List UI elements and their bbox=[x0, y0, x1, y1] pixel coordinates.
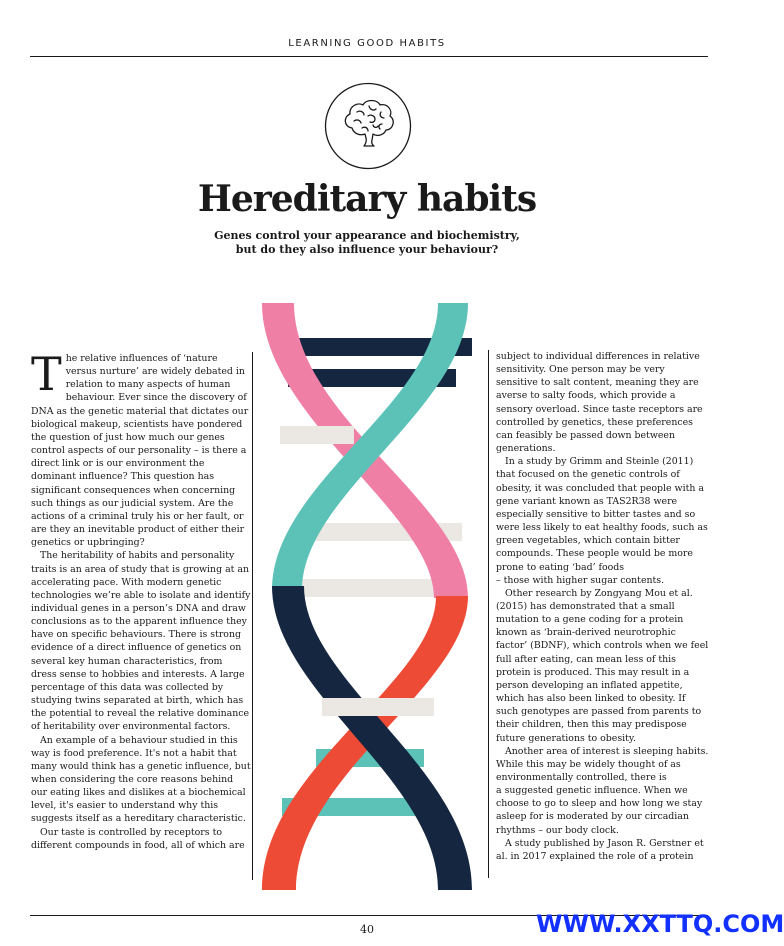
dna-helix-illustration bbox=[258, 298, 480, 890]
watermark-link[interactable]: WWW.XXTTQ.COM bbox=[536, 910, 784, 938]
dna-rung bbox=[280, 426, 354, 444]
page-number: 40 bbox=[360, 923, 374, 936]
body-column-left bbox=[31, 347, 251, 852]
body-paragraph bbox=[31, 347, 251, 549]
dna-rung bbox=[322, 698, 434, 716]
brain-icon bbox=[324, 82, 412, 170]
body-paragraph: subject to individual differences in relative sensitivity. One person may be very sensitive to salt content, meaning they are averse to salty foods, which provide a sensory overload. Since taste receptors are controlled by genetics, these preferences can feasibly be passed down between generations. bbox=[496, 351, 703, 455]
running-head: LEARNING GOOD HABITS bbox=[288, 38, 446, 49]
body-paragraph: A study published by Jason R. Gerstner et al. in 2017 explained the role of a protein bbox=[496, 837, 704, 862]
body-paragraph: The heritability of habits and personality traits is an area of study that is growing at an accelerating pace. With modern genetic technologies we’re able to isolate and identify individual genes in a person’s DNA and draw conclusions as to the apparent influence they have on specific behaviours. There is strong evidence of a direct influence of genetics on several key human characteristics, from dress sense to hobbies and interests. A large percentage of this data was collected by studying twins separated at birth, which has the potential to reveal the relative dominance of heritability over environmental factors. bbox=[31, 550, 251, 733]
standfirst bbox=[0, 229, 734, 257]
body-column-right bbox=[496, 350, 709, 863]
right-column-rule bbox=[488, 350, 489, 878]
body-paragraph: Other research by Zongyang Mou et al. (2015) has demonstrated that a small mutation to a gene coding for a protein known as ‘brain-derived neurotrophic factor’ (BDNF), which controls when we feel full after eating, can mean less of this protein is produced. This may result in a person developing an inflated appetite, which has also been linked to obesity. If such genotypes are passed from parents to their children, then this may predispose future generations to obesity. bbox=[496, 587, 709, 744]
article-title: Hereditary habits bbox=[197, 178, 537, 220]
body-paragraph: Our taste is controlled by receptors to different compounds in food, all of which are bbox=[31, 826, 245, 851]
left-column-rule bbox=[252, 352, 253, 880]
body-paragraph: – those with higher sugar contents. bbox=[496, 574, 665, 586]
body-paragraph: Another area of interest is sleeping habits. While this may be widely thought of as environmentally controlled, there is bbox=[496, 745, 709, 783]
body-paragraph: An example of a behaviour studied in this way is food preference. It's not a habit that many would think has a genetic influence, but when considering the core reasons behind our eating likes and dislikes at a biochemical level, it's easier to understand why this suggests itself as a hereditary characteristic. bbox=[31, 734, 251, 825]
body-paragraph: In a study by Grimm and Steinle (2011) that focused on the genetic controls of obesity, it was concluded that people with a gene variant known as TAS2R38 were especially sensitive to bitter tastes and so were less likely to eat healthy foods, such as green vegetables, which contain bitter compounds. These people would be more prone to eating ‘bad’ foods bbox=[496, 456, 708, 573]
body-paragraph: a suggested genetic influence. When we choose to go to sleep and how long we stay asleep for is moderated by our circadian rhythms – our body clock. bbox=[496, 785, 703, 836]
drop-cap: T bbox=[31, 347, 62, 401]
standfirst-line-2: but do they also influence your behaviour? bbox=[235, 243, 499, 256]
body-text: he relative influences of ‘nature versus nurture’ are widely debated in relation to many aspects of human behaviour. Ever since the discovery of DNA as the genetic material that dictates our biological makeup, scientists have pondered the question of just how much our genes control aspects of our personality – is there a direct link or is our environment the dominant influence? This question has significant consequences when concerning such things as our judicial system. Are the actions of a criminal truly his or her fault, or are they an inevitable product of either their genetics or upbringing? bbox=[31, 353, 249, 549]
top-rule bbox=[30, 56, 708, 57]
standfirst-line-1: Genes control your appearance and biochemistry, bbox=[214, 229, 520, 242]
